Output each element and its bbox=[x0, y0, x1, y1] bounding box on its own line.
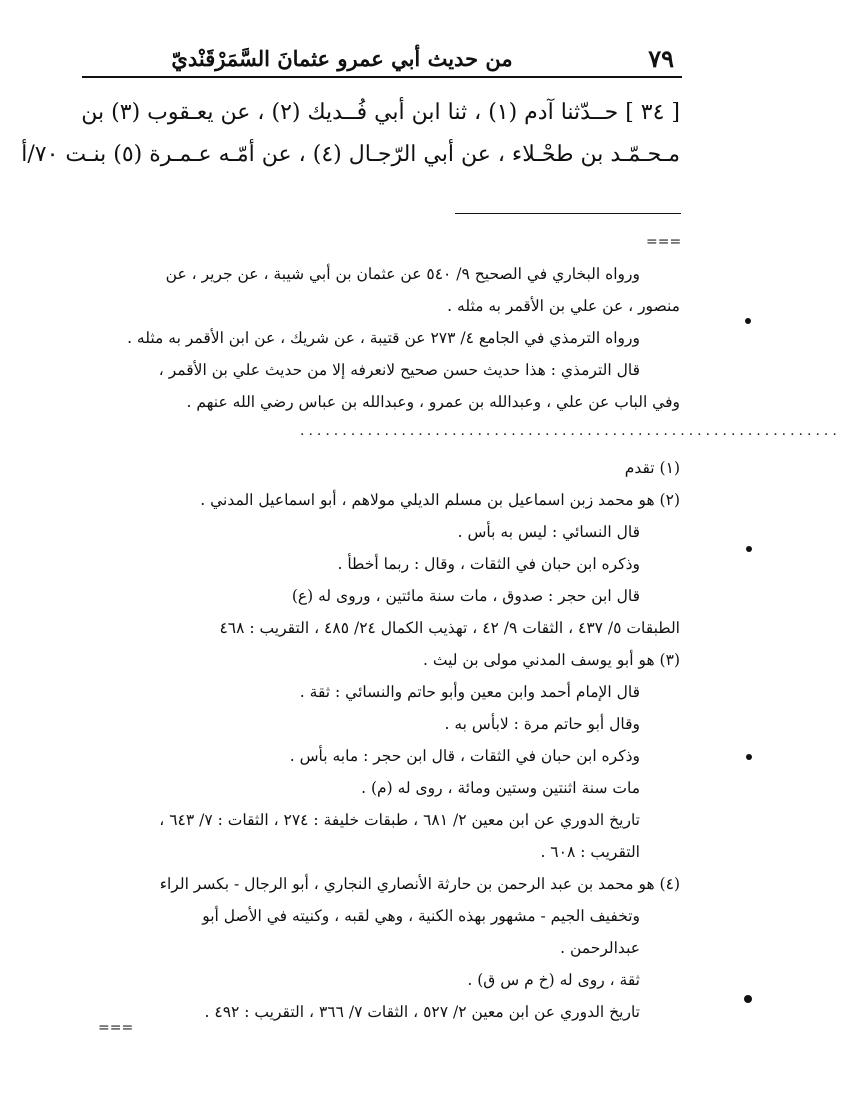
header-title: من حديث أبي عمرو عثمانَ السَّمَرْقَنْديّ bbox=[171, 46, 513, 71]
takhrij-line: منصور ، عن علي بن الأقمر به مثله . bbox=[447, 297, 680, 315]
scan-speck bbox=[746, 754, 752, 760]
takhrij-section bbox=[96, 258, 680, 418]
scan-speck bbox=[746, 546, 752, 552]
footnote-line: قال ابن حجر : صدوق ، مات سنة مائتين ، وروى له (ع) bbox=[291, 587, 640, 605]
footnote-line: وذكره ابن حبان في الثقات ، قال ابن حجر : مابه بأس . bbox=[289, 747, 640, 765]
bottom-equals-mark: === bbox=[98, 1020, 134, 1036]
takhrij-line: ورواه الترمذي في الجامع ٤/ ٢٧٣ عن قتيبة ، عن شريك ، عن ابن الأقمر به مثله . bbox=[127, 329, 640, 347]
footnote-line: (٣) هو أبو يوسف المدني مولى بن ليث . bbox=[423, 651, 680, 669]
scan-speck bbox=[744, 995, 752, 1003]
hadith-line: مـحـمّـد بن طحْـلاء ، عن أبي الرّجـال (٤) ، عن أمّـه عـمـرة (٥) بنـت ٧٠/أ bbox=[21, 142, 680, 167]
dotted-separator: ................................................................ bbox=[300, 423, 841, 439]
footnote-line: قال الإمام أحمد وابن معين وأبو حاتم والنسائي : ثقة . bbox=[299, 683, 640, 701]
takhrij-line: وفي الباب عن علي ، وعبدالله بن عمرو ، وعبدالله بن عباس رضي الله عنهم . bbox=[186, 393, 680, 411]
footnote-line: الطبقات ٥/ ٤٣٧ ، الثقات ٩/ ٤٢ ، تهذيب الكمال ٢٤/ ٤٨٥ ، التقريب : ٤٦٨ bbox=[219, 619, 680, 637]
footnote-separator bbox=[455, 213, 681, 214]
footnote-line: وذكره ابن حبان في الثقات ، وقال : ربما أخطأ . bbox=[337, 555, 640, 573]
footnotes-section bbox=[96, 452, 680, 1028]
footnote-line: (٢) هو محمد زبن اسماعيل بن مسلم الديلي مولاهم ، أبو اسماعيل المدني . bbox=[200, 491, 680, 509]
footnote-line: وقال أبو حاتم مرة : لابأس به . bbox=[444, 715, 640, 733]
footnote-line: (١) تقدم bbox=[624, 459, 680, 477]
footnote-line: وتخفيف الجيم - مشهور بهذه الكنية ، وهي لقبه ، وكنيته في الأصل أبو bbox=[202, 907, 640, 925]
scan-speck bbox=[745, 318, 751, 324]
running-header bbox=[82, 42, 682, 78]
footnote-line: عبدالرحمن . bbox=[560, 939, 640, 957]
top-equals-mark: === bbox=[646, 234, 682, 250]
takhrij-line: قال الترمذي : هذا حديث حسن صحيح لانعرفه إلا من حديث علي بن الأقمر ، bbox=[158, 361, 640, 379]
page-number: ٧٩ bbox=[648, 44, 674, 73]
footnote-line: مات سنة اثنتين وستين ومائة ، روى له (م) . bbox=[361, 779, 640, 797]
footnote-line: تاريخ الدوري عن ابن معين ٢/ ٦٨١ ، طبقات خليفة : ٢٧٤ ، الثقات : ٧/ ٦٤٣ ، bbox=[159, 811, 640, 829]
hadith-text bbox=[21, 92, 680, 176]
hadith-line: [ ٣٤ ] حــدّثنا آدم (١) ، ثنا ابن أبي فُــديك (٢) ، عن يعـقوب (٣) بن bbox=[81, 100, 680, 125]
footnote-line: قال النسائي : ليس به بأس . bbox=[457, 523, 640, 541]
footnote-line: (٤) هو محمد بن عبد الرحمن بن حارثة الأنصاري النجاري ، أبو الرجال - بكسر الراء bbox=[159, 875, 680, 893]
footnote-line: ثقة ، روى له (خ م س ق) . bbox=[467, 971, 640, 989]
takhrij-line: ورواه البخاري في الصحيح ٩/ ٥٤٠ عن عثمان بن أبي شيبة ، عن جرير ، عن bbox=[165, 265, 640, 283]
footnote-line: تاريخ الدوري عن ابن معين ٢/ ٥٢٧ ، الثقات ٧/ ٣٦٦ ، التقريب : ٤٩٢ . bbox=[204, 1003, 640, 1021]
footnote-line: التقريب : ٦٠٨ . bbox=[540, 843, 640, 861]
